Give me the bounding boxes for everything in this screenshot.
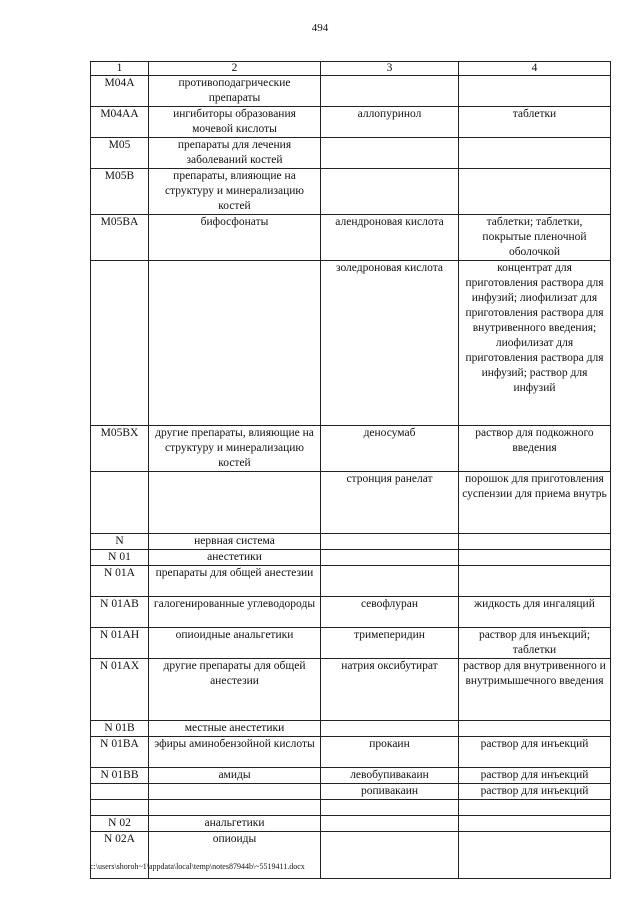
table-row xyxy=(91,76,611,107)
dosage-form-cell xyxy=(459,534,611,550)
group-name-cell: местные анестетики xyxy=(149,721,321,737)
code-cell: N 01A xyxy=(91,566,149,597)
drug-name-cell xyxy=(321,832,459,879)
table-row xyxy=(91,215,611,261)
code-cell: M05B xyxy=(91,169,149,215)
dosage-form-cell: раствор для инъекций xyxy=(459,784,611,800)
header-cell: 4 xyxy=(459,62,611,76)
header-cell: 2 xyxy=(149,62,321,76)
drug-name-cell: севофлуран xyxy=(321,597,459,628)
code-cell xyxy=(91,800,149,816)
dosage-form-cell: жидкость для ингаляций xyxy=(459,597,611,628)
dosage-form-cell xyxy=(459,816,611,832)
drug-table xyxy=(90,61,611,879)
dosage-form-cell xyxy=(459,138,611,169)
table-row xyxy=(91,832,611,879)
drug-name-cell xyxy=(321,566,459,597)
group-name-cell: анальгетики xyxy=(149,816,321,832)
drug-name-cell: алендроновая кислота xyxy=(321,215,459,261)
group-name-cell: бифосфонаты xyxy=(149,215,321,261)
dosage-form-cell xyxy=(459,832,611,879)
table-row xyxy=(91,472,611,534)
drug-name-cell: стронция ранелат xyxy=(321,472,459,534)
code-cell: N 01AH xyxy=(91,628,149,659)
group-name-cell xyxy=(149,784,321,800)
table-row xyxy=(91,534,611,550)
drug-name-cell: аллопуринол xyxy=(321,107,459,138)
dosage-form-cell: раствор для внутривенного и внутримышечного введения xyxy=(459,659,611,721)
table-row xyxy=(91,659,611,721)
table-row xyxy=(91,138,611,169)
code-cell: N xyxy=(91,534,149,550)
drug-name-cell xyxy=(321,534,459,550)
table-row xyxy=(91,169,611,215)
group-name-cell: ингибиторы образования мочевой кислоты xyxy=(149,107,321,138)
group-name-cell: препараты, влияющие на структуру и минерализацию костей xyxy=(149,169,321,215)
dosage-form-cell xyxy=(459,566,611,597)
code-cell: N 01 xyxy=(91,550,149,566)
header-cell: 3 xyxy=(321,62,459,76)
drug-name-cell: левобупивакаин xyxy=(321,768,459,784)
dosage-form-cell: раствор для подкожного введения xyxy=(459,426,611,472)
table-row xyxy=(91,550,611,566)
group-name-cell: галогенированные углеводороды xyxy=(149,597,321,628)
table-row xyxy=(91,768,611,784)
table-row xyxy=(91,628,611,659)
drug-name-cell xyxy=(321,550,459,566)
dosage-form-cell: раствор для инъекций xyxy=(459,768,611,784)
group-name-cell: амиды xyxy=(149,768,321,784)
dosage-form-cell: раствор для инъекций xyxy=(459,737,611,768)
dosage-form-cell xyxy=(459,550,611,566)
table-row xyxy=(91,107,611,138)
code-cell xyxy=(91,472,149,534)
table-row xyxy=(91,721,611,737)
group-name-cell: опиоидные анальгетики xyxy=(149,628,321,659)
group-name-cell: эфиры аминобензойной кислоты xyxy=(149,737,321,768)
code-cell: N 01AX xyxy=(91,659,149,721)
page-number: 494 xyxy=(311,22,329,34)
drug-name-cell: золедроновая кислота xyxy=(321,261,459,426)
code-cell: N 01BB xyxy=(91,768,149,784)
group-name-cell xyxy=(149,472,321,534)
code-cell: N 02A xyxy=(91,832,149,879)
code-cell xyxy=(91,784,149,800)
table-row xyxy=(91,737,611,768)
drug-name-cell: тримеперидин xyxy=(321,628,459,659)
drug-name-cell xyxy=(321,169,459,215)
code-cell xyxy=(91,261,149,426)
dosage-form-cell: концентрат для приготовления раствора для инфузий; лиофилизат для приготовления раствора для внутривенного введения; лиофилизат для приготовления раствора для инфузий; раствор для инфузий xyxy=(459,261,611,426)
table-row xyxy=(91,784,611,800)
drug-name-cell xyxy=(321,816,459,832)
group-name-cell: другие препараты, влияющие на структуру и минерализацию костей xyxy=(149,426,321,472)
code-cell: M05BX xyxy=(91,426,149,472)
table-row xyxy=(91,800,611,816)
dosage-form-cell xyxy=(459,800,611,816)
dosage-form-cell xyxy=(459,721,611,737)
group-name-cell: препараты для общей анестезии xyxy=(149,566,321,597)
code-cell: N 01BA xyxy=(91,737,149,768)
group-name-cell xyxy=(149,261,321,426)
drug-name-cell xyxy=(321,721,459,737)
table-row xyxy=(91,261,611,426)
table-row xyxy=(91,597,611,628)
dosage-form-cell: раствор для инъекций; таблетки xyxy=(459,628,611,659)
drug-name-cell: деносумаб xyxy=(321,426,459,472)
code-cell: N 01AB xyxy=(91,597,149,628)
table-row xyxy=(91,566,611,597)
dosage-form-cell: таблетки xyxy=(459,107,611,138)
header-row xyxy=(91,62,611,76)
drug-name-cell xyxy=(321,138,459,169)
drug-name-cell xyxy=(321,800,459,816)
footer-file-path: c:\users\shoroh~1\appdata\local\temp\notes87944b\~5519411.docx xyxy=(90,862,305,871)
group-name-cell: нервная система xyxy=(149,534,321,550)
group-name-cell: противоподагрические препараты xyxy=(149,76,321,107)
code-cell: N 02 xyxy=(91,816,149,832)
code-cell: M04AA xyxy=(91,107,149,138)
group-name-cell xyxy=(149,800,321,816)
drug-name-cell: ропивакаин xyxy=(321,784,459,800)
code-cell: M05BA xyxy=(91,215,149,261)
code-cell: N 01B xyxy=(91,721,149,737)
code-cell: M05 xyxy=(91,138,149,169)
table-row xyxy=(91,816,611,832)
group-name-cell: анестетики xyxy=(149,550,321,566)
table-row xyxy=(91,426,611,472)
group-name-cell: другие препараты для общей анестезии xyxy=(149,659,321,721)
dosage-form-cell: порошок для приготовления суспензии для приема внутрь xyxy=(459,472,611,534)
drug-name-cell: натрия оксибутират xyxy=(321,659,459,721)
code-cell: M04A xyxy=(91,76,149,107)
group-name-cell: препараты для лечения заболеваний костей xyxy=(149,138,321,169)
drug-name-cell: прокаин xyxy=(321,737,459,768)
drug-name-cell xyxy=(321,76,459,107)
dosage-form-cell xyxy=(459,169,611,215)
dosage-form-cell: таблетки; таблетки, покрытые пленочной оболочкой xyxy=(459,215,611,261)
group-name-cell: опиоиды xyxy=(149,832,321,879)
dosage-form-cell xyxy=(459,76,611,107)
header-cell: 1 xyxy=(91,62,149,76)
